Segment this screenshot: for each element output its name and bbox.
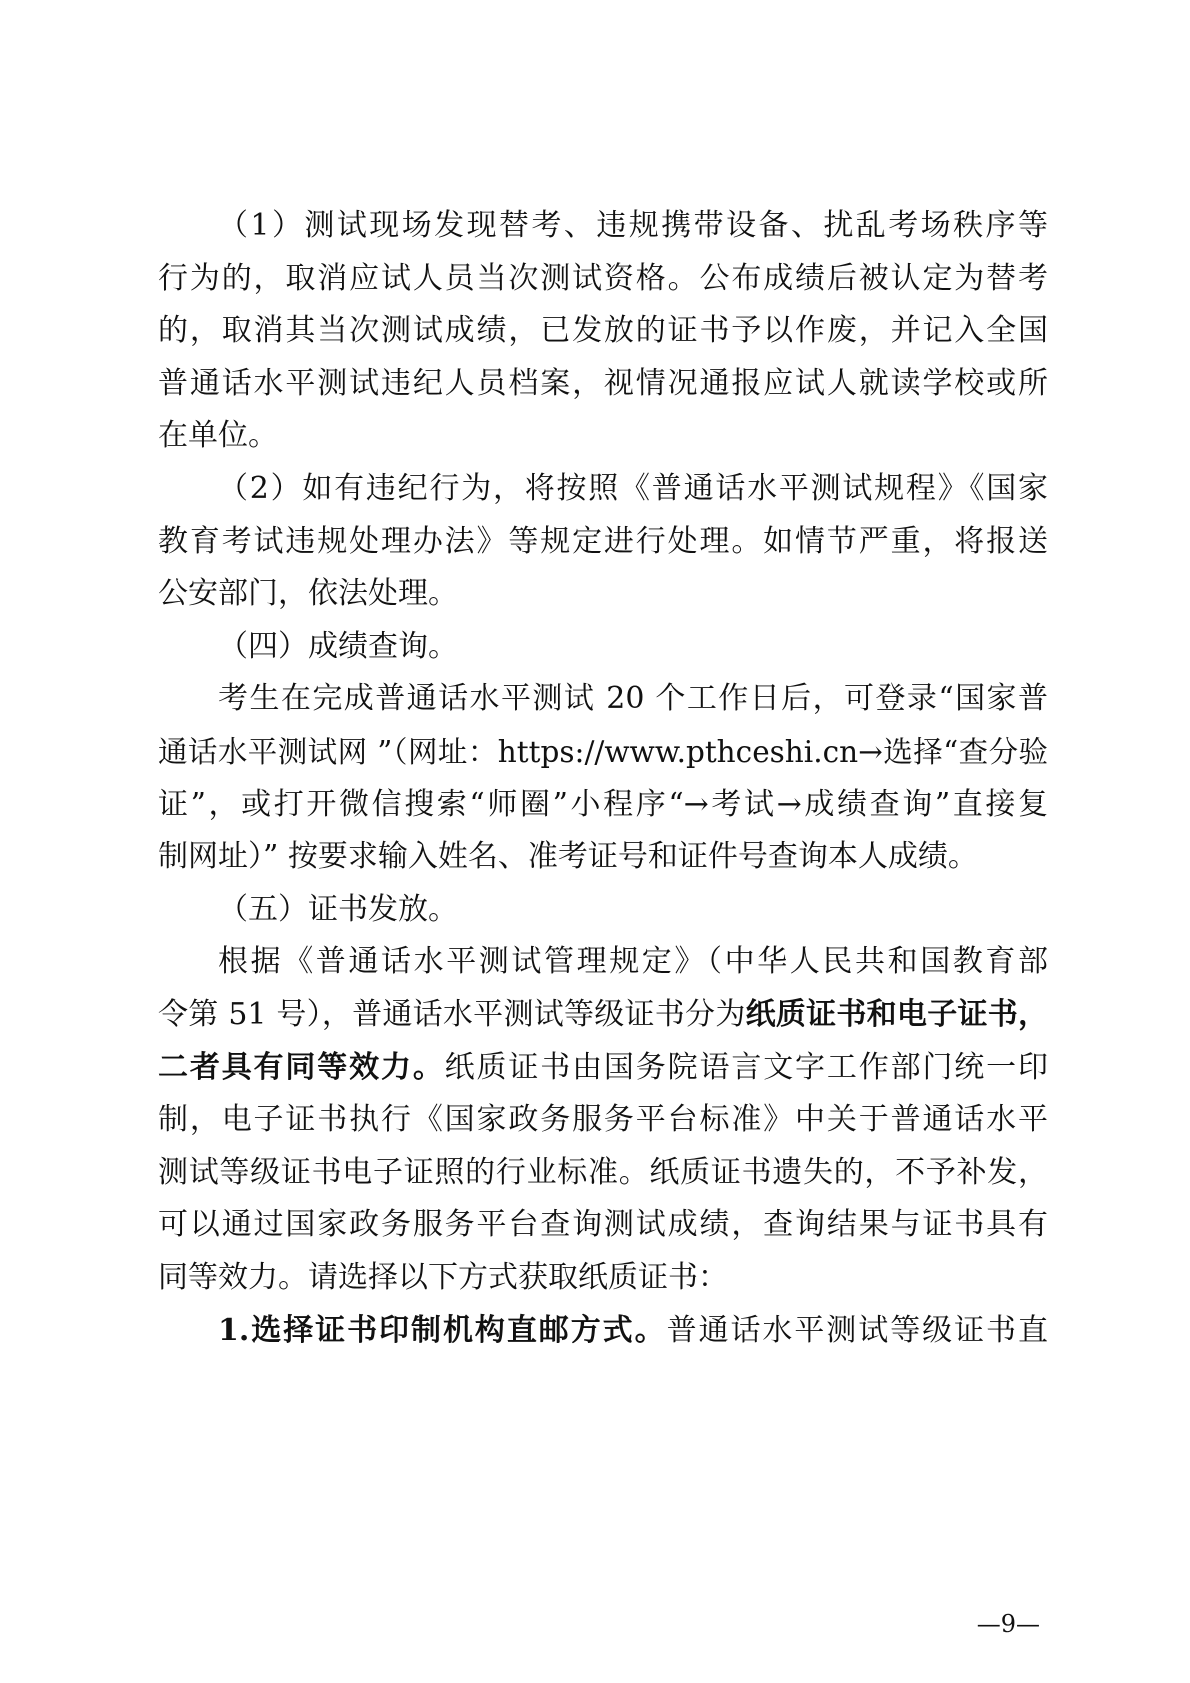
page-number: —9— <box>976 1610 1040 1638</box>
text-line: 考生在完成普通话水平测试 20 个工作日后，可登录“国家普 <box>218 681 1048 717</box>
bold-text: 二者具有同等效力。 <box>158 1049 445 1085</box>
text-line: （五）证书发放。 <box>218 891 458 927</box>
text-line: 证”，或打开微信搜索“师圈”小程序“→考试→成绩查询”直接复 <box>158 786 1048 822</box>
text-segment: 纸质证书由国务院语言文字工作部门统一印 <box>444 1049 1049 1085</box>
text-line <box>218 1303 1048 1359</box>
text-line: 同等效力。请选择以下方式获取纸质证书： <box>158 1260 728 1295</box>
text-line: 通话水平测试网 ”（网址：https://www.pthceshi.cn→选择“查分验 <box>158 735 1048 769</box>
text-line: 教育考试违规处理办法》等规定进行处理。如情节严重，将报送 <box>158 523 1048 559</box>
text-segment: 普通话水平测试等级证书直 <box>666 1312 1048 1348</box>
text-line: （1）测试现场发现替考、违规携带设备、扰乱考场秩序等 <box>218 208 1048 243</box>
text-line: 在单位。 <box>158 418 278 454</box>
text-line: 的，取消其当次测试成绩，已发放的证书予以作废，并记入全国 <box>158 313 1048 349</box>
text-segment: 令第 51 号），普通话水平测试等级证书分为 <box>158 997 746 1032</box>
text-line: 行为的，取消应试人员当次测试资格。公布成绩后被认定为替考 <box>158 260 1048 296</box>
bold-text: 纸质证书和电子证书， <box>745 997 1048 1032</box>
bold-text: 1.选择证书印制机构直邮方式。 <box>218 1312 667 1348</box>
text-line: 公安部门，依法处理。 <box>158 576 458 612</box>
text-line: （2）如有违纪行为，将按照《普通话水平测试规程》《国家 <box>218 471 1048 506</box>
text-line: 制，电子证书执行《国家政务服务平台标准》中关于普通话水平 <box>158 1102 1048 1138</box>
text-line <box>158 1040 1048 1096</box>
text-line: 普通话水平测试违纪人员档案，视情况通报应试人就读学校或所 <box>158 365 1048 401</box>
text-line: 制网址）” 按要求输入姓名、准考证号和证件号查询本人成绩。 <box>158 839 978 875</box>
text-line: 根据《普通话水平测试管理规定》（中华人民共和国教育部 <box>218 944 1048 980</box>
text-line: （四）成绩查询。 <box>218 628 458 664</box>
text-line <box>158 987 1048 1043</box>
text-line: 测试等级证书电子证照的行业标准。纸质证书遗失的，不予补发， <box>158 1154 1048 1190</box>
text-line: 可以通过国家政务服务平台查询测试成绩，查询结果与证书具有 <box>158 1207 1048 1243</box>
